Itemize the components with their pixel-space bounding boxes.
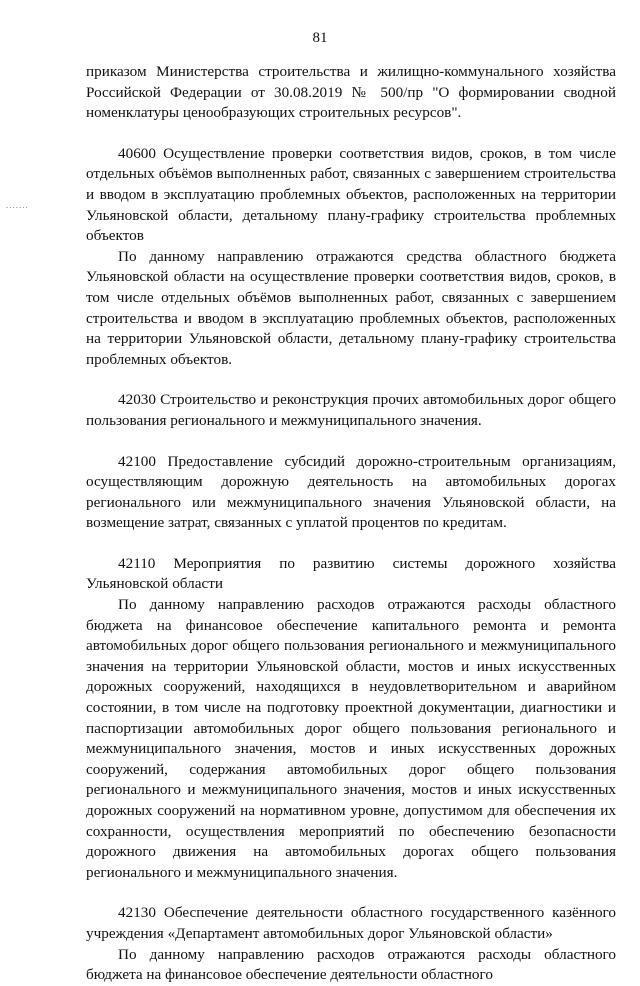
page-number: 81 <box>312 30 328 46</box>
paragraph-42110-body: По данному направлению расходов отражаются расходы областного бюджета на финансовое обеспечение капитального ремонта и ремонта автомобильных дорог общего пользования регионального и межмуниципального значения на территории Ульяновской области, мостов и иных искусственных дорожных сооружений, находящихся в неудовлетворительном и аварийном состоянии, в том числе на подготовку проектной документации, диагностики и паспортизации автомобильных дорог общего пользования регионального и межмуниципального значения, мостов и иных искусственных дорожных сооружений, содержания автомобильных дорог общего пользования регионального и межмуниципального значения, мостов и иных искусственных дорожных сооружений на нормативном уровне, допустимом для обеспечения их сохранности, осуществления мероприятий по обеспечению безопасности дорожного движения на автомобильных дорогах общего пользования регионального и межмуниципального значения. <box>86 596 616 881</box>
paragraph-42100-heading: 42100 Предоставление субсидий дорожно-строительным организациям, осуществляющим дорожную деятельность на автомобильных дорогах регионального или межмуниципального значения Ульяновской области, на возмещение затрат, связанных с уплатой процентов по кредитам. <box>86 452 616 532</box>
document-body <box>86 62 616 986</box>
paragraph-40600-body: По данному направлению отражаются средства областного бюджета Ульяновской области на осуществление проверки соответствия видов, сроков, в том числе отдельных объёмов выполненных работ, связанных с завершением строительства и вводом в эксплуатацию проблемных объектов, расположенных на территории Ульяновской области, детальному плану-графику строительства проблемных объектов. <box>86 247 616 368</box>
margin-mark: ....... <box>6 200 29 210</box>
paragraph-42130-body: По данному направлению расходов отражаются расходы областного бюджета на финансовое обеспечение деятельности областного <box>86 945 616 984</box>
paragraph-42030-heading: 42030 Строительство и реконструкция прочих автомобильных дорог общего пользования регионального и межмуниципального значения. <box>86 391 616 429</box>
paragraph-order-reference: приказом Министерства строительства и жилищно-коммунального хозяйства Российской Федерации от 30.08.2019 № 500/пр "О формировании сводной номенклатуры ценообразующих строительных ресурсов". <box>86 63 616 122</box>
paragraph-40600-heading: 40600 Осуществление проверки соответствия видов, сроков, в том числе отдельных объёмов выполненных работ, связанных с завершением строительства и вводом в эксплуатацию проблемных объектов, расположенных на территории Ульяновской области, детальному плану-графику строительства проблемных объектов <box>86 144 616 245</box>
paragraph-42130-heading: 42130 Обеспечение деятельности областного государственного казённого учреждения «Департамент автомобильных дорог Ульяновской области» <box>86 904 616 942</box>
paragraph-42110-heading: 42110 Мероприятия по развитию системы дорожного хозяйства Ульяновской области <box>86 554 616 593</box>
